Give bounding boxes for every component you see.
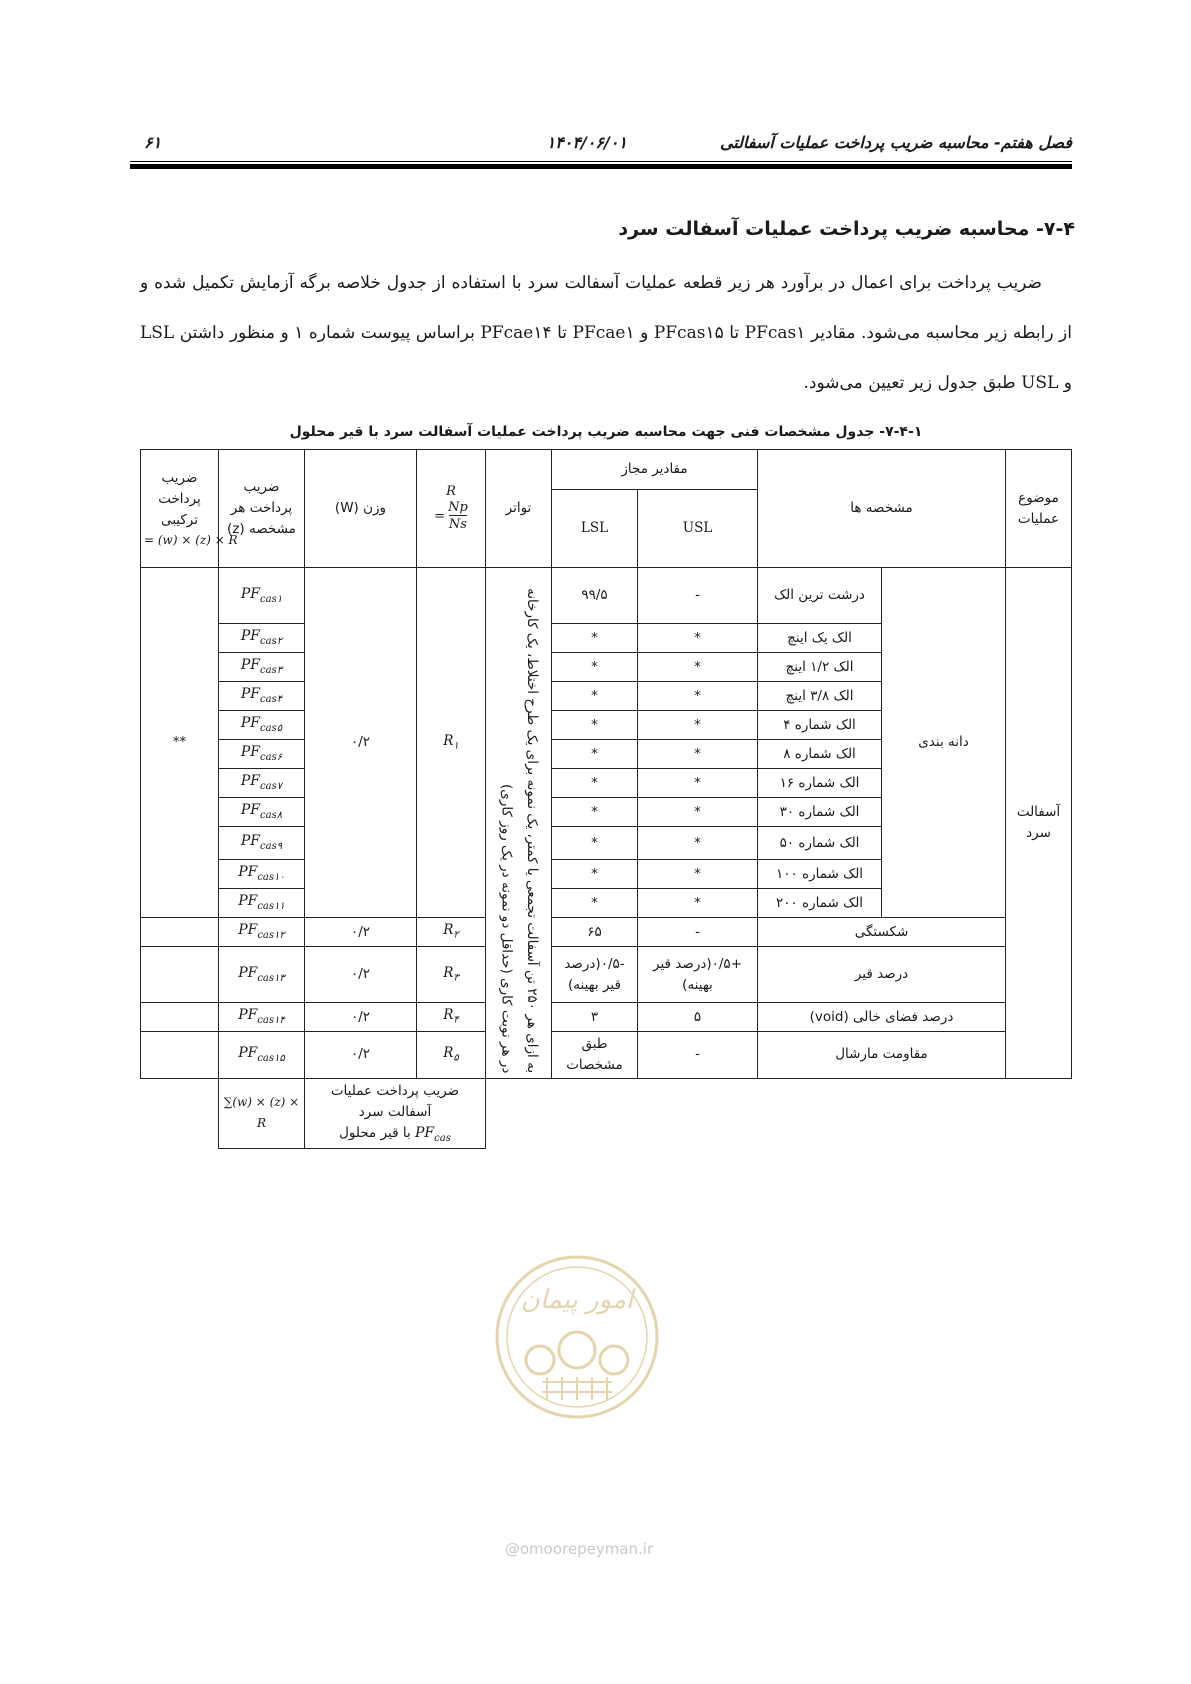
pf-combined-formula: = (w) × (z) × R bbox=[144, 532, 238, 547]
pf-cell bbox=[218, 1032, 304, 1079]
spec-cell: الک شماره ۲۰۰ bbox=[758, 889, 882, 918]
pf-cell bbox=[218, 860, 304, 889]
pf-value: $PF_{cas۱۰}$ bbox=[238, 864, 285, 884]
th-usl: USL bbox=[638, 490, 758, 568]
table-row bbox=[141, 918, 1072, 947]
pf-cell bbox=[218, 740, 304, 769]
spec-cell: الک شماره ۱۶ bbox=[758, 769, 882, 798]
header-rule-thin bbox=[130, 161, 1072, 162]
pf-cell bbox=[218, 682, 304, 711]
r-cell bbox=[416, 1032, 485, 1079]
pf-value: $PF_{cas۶}$ bbox=[240, 744, 283, 764]
pf-value: $PF_{cas۲}$ bbox=[240, 628, 283, 648]
pf-cell bbox=[218, 798, 304, 827]
spec-cell: الک یک اینچ bbox=[758, 624, 882, 653]
pf-value: $PF_{cas۷}$ bbox=[240, 773, 283, 793]
lsl-cell: ۳ bbox=[551, 1003, 637, 1032]
r-cell bbox=[416, 947, 485, 1003]
pf-cell bbox=[218, 889, 304, 918]
pf-value: $PF_{cas۱۴}$ bbox=[238, 1007, 285, 1027]
watermark-logo bbox=[492, 1252, 662, 1422]
summary-formula-text: ∑(w) × (z) × R bbox=[223, 1095, 300, 1131]
r-value: $R_۲$ bbox=[443, 922, 459, 942]
np-ns-fraction bbox=[448, 500, 468, 533]
combined-cell bbox=[141, 1003, 219, 1032]
pf-cell bbox=[218, 827, 304, 860]
page-header bbox=[130, 128, 1072, 168]
pf-cell bbox=[218, 918, 304, 947]
usl-cell: ۵ bbox=[638, 1003, 758, 1032]
lsl-cell: طبق مشخصات bbox=[551, 1032, 637, 1079]
pf-value: $PF_{cas۵}$ bbox=[240, 715, 283, 735]
r-value: $R_۱$ bbox=[443, 732, 459, 752]
table-row bbox=[141, 1003, 1072, 1032]
section-paragraph: ضریب پرداخت برای اعمال در برآورد هر زیر قطعه عملیات آسفالت سرد با استفاده از جدول خلاصه برگه آزمایش تکمیل شده و از رابطه زیر محاسبه می‌شود. مقادیر PFcas۱ تا PFcas۱۵ و PFcae۱ تا PFcae۱۴ براساس پیوست شماره ۱ و منظور داشتن LSL و USL طبق جدول زیر تعیین می‌شود. bbox=[140, 273, 1072, 393]
weight-cell: ۰/۲ bbox=[304, 1032, 416, 1079]
spec-cell: الک ۳/۸ اینچ bbox=[758, 682, 882, 711]
lsl-cell: * bbox=[551, 682, 637, 711]
ns-symbol: Ns bbox=[448, 517, 467, 533]
r-fraction bbox=[434, 484, 468, 533]
th-pf-each: ضریب پرداخت هر مشخصه (z) bbox=[218, 450, 304, 568]
equals-sign: = bbox=[434, 508, 446, 524]
usl-cell: - bbox=[638, 1032, 758, 1079]
summary-label: ضریب پرداخت عملیات آسفالت سرد $PF_{cas}$ با قیر محلول bbox=[304, 1078, 485, 1148]
r-value: $R_۵$ bbox=[443, 1045, 459, 1065]
th-subject: موضوع عملیات bbox=[1006, 450, 1072, 568]
usl-cell: * bbox=[638, 711, 758, 740]
r-value: $R_۳$ bbox=[443, 964, 459, 984]
pf-combined-label: ضریب پرداخت ترکیبی bbox=[158, 469, 201, 528]
spec-cell: درشت ترین الک bbox=[758, 568, 882, 624]
usl-cell: +۰/۵(درصد قیر بهینه) bbox=[638, 947, 758, 1003]
lsl-cell: * bbox=[551, 624, 637, 653]
table-row bbox=[141, 947, 1072, 1003]
th-frequency: تواتر bbox=[485, 450, 551, 568]
pf-value: $PF_{cas۱۲}$ bbox=[238, 922, 285, 942]
lsl-cell: * bbox=[551, 827, 637, 860]
combined-cell: ** bbox=[141, 568, 219, 918]
weight-cell: ۰/۲ bbox=[304, 1003, 416, 1032]
lsl-cell: * bbox=[551, 769, 637, 798]
usl-cell: * bbox=[638, 740, 758, 769]
spec-table bbox=[140, 449, 1072, 1149]
pf-value: $PF_{cas۱}$ bbox=[240, 585, 283, 605]
grading-group-cell: دانه بندی bbox=[882, 568, 1006, 918]
combined-cell bbox=[141, 1032, 219, 1079]
pf-cell bbox=[218, 769, 304, 798]
spec-cell: الک شماره ۱۰۰ bbox=[758, 860, 882, 889]
summary-spacer bbox=[485, 1078, 1071, 1148]
lsl-cell: -۰/۵(درصد قیر بهینه) bbox=[551, 947, 637, 1003]
lsl-cell: * bbox=[551, 653, 637, 682]
usl-cell: - bbox=[638, 568, 758, 624]
page-number: ۶۱ bbox=[144, 133, 162, 152]
weight-cell: ۰/۲ bbox=[304, 568, 416, 918]
header-row bbox=[141, 450, 1072, 490]
header-rule-thick bbox=[130, 164, 1072, 169]
th-allowed: مقادیر مجاز bbox=[551, 450, 757, 490]
usl-cell: * bbox=[638, 653, 758, 682]
spec-cell: مقاومت مارشال bbox=[758, 1032, 1006, 1079]
combined-cell bbox=[141, 918, 219, 947]
th-r-ratio bbox=[416, 450, 485, 568]
pf-cell bbox=[218, 624, 304, 653]
usl-cell: - bbox=[638, 918, 758, 947]
spec-cell: الک ۱/۲ اینچ bbox=[758, 653, 882, 682]
table-row bbox=[141, 1032, 1072, 1079]
lsl-cell: * bbox=[551, 798, 637, 827]
spec-cell: الک شماره ۸ bbox=[758, 740, 882, 769]
r-ratio-expr bbox=[434, 500, 468, 533]
pf-cell bbox=[218, 947, 304, 1003]
pf-cell bbox=[218, 711, 304, 740]
usl-cell: * bbox=[638, 889, 758, 918]
subject-cell: آسفالت سرد bbox=[1006, 568, 1072, 1079]
spec-cell: الک شماره ۳۰ bbox=[758, 798, 882, 827]
lsl-cell: ۶۵ bbox=[551, 918, 637, 947]
watermark-logo-text: امور پیمان bbox=[520, 1285, 634, 1315]
weight-cell: ۰/۲ bbox=[304, 947, 416, 1003]
pf-cell bbox=[218, 568, 304, 624]
table-row bbox=[141, 568, 1072, 624]
usl-cell: * bbox=[638, 798, 758, 827]
lsl-cell: * bbox=[551, 740, 637, 769]
pf-cell bbox=[218, 1003, 304, 1032]
pf-value: $PF_{cas۱۱}$ bbox=[238, 893, 285, 913]
table-caption: ۷-۴-۱- جدول مشخصات فنی جهت محاسبه ضریب پرداخت عملیات آسفالت سرد با قیر محلول bbox=[289, 424, 923, 440]
r-cell bbox=[416, 918, 485, 947]
spec-cell: الک شماره ۵۰ bbox=[758, 827, 882, 860]
spec-cell: درصد فضای خالی (void) bbox=[758, 1003, 1006, 1032]
pf-value: $PF_{cas۳}$ bbox=[240, 657, 283, 677]
combined-cell bbox=[141, 947, 219, 1003]
summary-row bbox=[141, 1078, 1072, 1148]
spec-cell: الک شماره ۴ bbox=[758, 711, 882, 740]
pf-value: $PF_{cas۴}$ bbox=[240, 686, 283, 706]
header-date: ۱۴۰۴/۰۶/۰۱ bbox=[546, 133, 627, 152]
lsl-cell: * bbox=[551, 860, 637, 889]
section-heading: ۷-۴- محاسبه ضریب پرداخت عملیات آسفالت سرد bbox=[618, 218, 1075, 240]
frequency-cell bbox=[485, 568, 551, 1079]
th-lsl: LSL bbox=[551, 490, 637, 568]
lsl-cell: * bbox=[551, 711, 637, 740]
pf-value: $PF_{cas۸}$ bbox=[240, 802, 283, 822]
r-cell bbox=[416, 568, 485, 918]
r-value: $R_۴$ bbox=[443, 1007, 459, 1027]
r-cell bbox=[416, 1003, 485, 1032]
usl-cell: * bbox=[638, 624, 758, 653]
pf-value: $PF_{cas۹}$ bbox=[240, 833, 283, 853]
pf-value: $PF_{cas۱۳}$ bbox=[238, 964, 285, 984]
usl-cell: * bbox=[638, 827, 758, 860]
th-specs: مشخصه ها bbox=[758, 450, 1006, 568]
spec-cell: شکستگی bbox=[758, 918, 1006, 947]
usl-cell: * bbox=[638, 860, 758, 889]
frequency-text: به ازای هر ۲۵۰ تن آسفالت تجمعی یا کمتر، یک نمونه برای یک طرح اختلاط، یک کارخانه در هر نوبت کاری (حداقل دو نمونه در یک روز کاری) bbox=[498, 587, 541, 1073]
lsl-cell: * bbox=[551, 889, 637, 918]
chapter-title: فصل هفتم- محاسبه ضریب پرداخت عملیات آسفالتی bbox=[719, 133, 1072, 152]
weight-cell: ۰/۲ bbox=[304, 918, 416, 947]
usl-cell: * bbox=[638, 769, 758, 798]
th-pf-combined bbox=[141, 450, 238, 568]
pf-value: $PF_{cas۱۵}$ bbox=[238, 1045, 285, 1065]
lsl-cell: ۹۹/۵ bbox=[551, 568, 637, 624]
watermark-url: @omoorepeyman.ir bbox=[504, 1540, 654, 1558]
usl-cell: * bbox=[638, 682, 758, 711]
r-symbol: R bbox=[446, 484, 456, 500]
pf-cell bbox=[218, 653, 304, 682]
summary-pf: $PF_{cas}$ bbox=[415, 1124, 451, 1144]
spec-cell: درصد قیر bbox=[758, 947, 1006, 1003]
summary-formula bbox=[218, 1078, 304, 1148]
np-symbol: Np bbox=[448, 499, 468, 515]
th-weight: وزن (W) bbox=[304, 450, 416, 568]
